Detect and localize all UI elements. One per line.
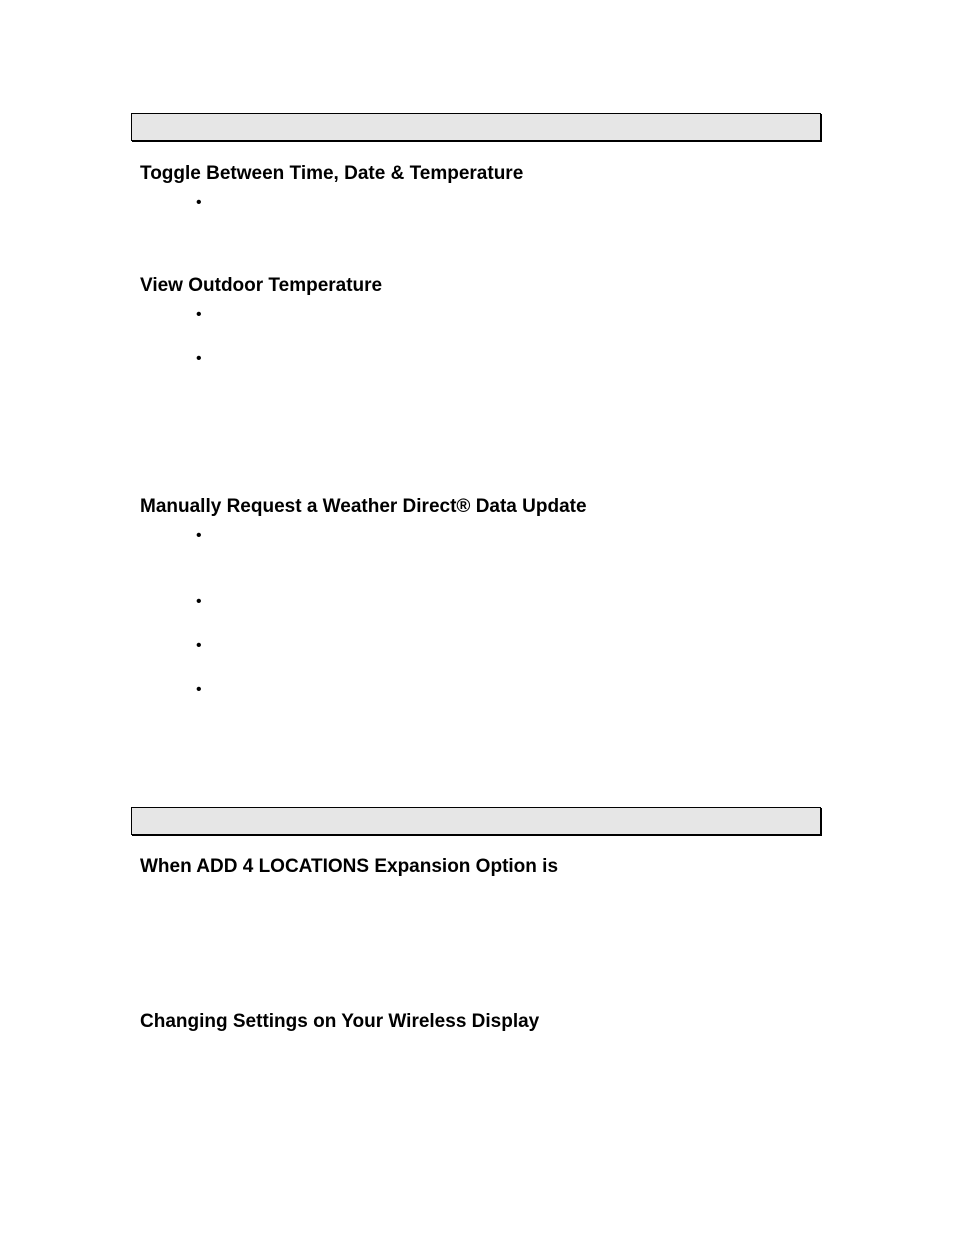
heading-changing-settings: Changing Settings on Your Wireless Display (140, 1011, 540, 1032)
bullet-point: • (196, 681, 202, 698)
heading-add-4-locations: When ADD 4 LOCATIONS Expansion Option is (140, 856, 559, 877)
heading-manual-data-update: Manually Request a Weather Direct® Data Update (140, 496, 587, 517)
bullet-point: • (196, 350, 202, 367)
bullet-point: • (196, 527, 202, 544)
bullet-point: • (196, 194, 202, 211)
section-header-bar-2 (131, 807, 821, 835)
section-header-bar-1 (131, 113, 821, 141)
bullet-point: • (196, 306, 202, 323)
bullet-point: • (196, 593, 202, 610)
heading-view-outdoor-temperature: View Outdoor Temperature (140, 275, 383, 296)
bullet-point: • (196, 637, 202, 654)
heading-toggle-time-date-temperature: Toggle Between Time, Date & Temperature (140, 163, 524, 184)
